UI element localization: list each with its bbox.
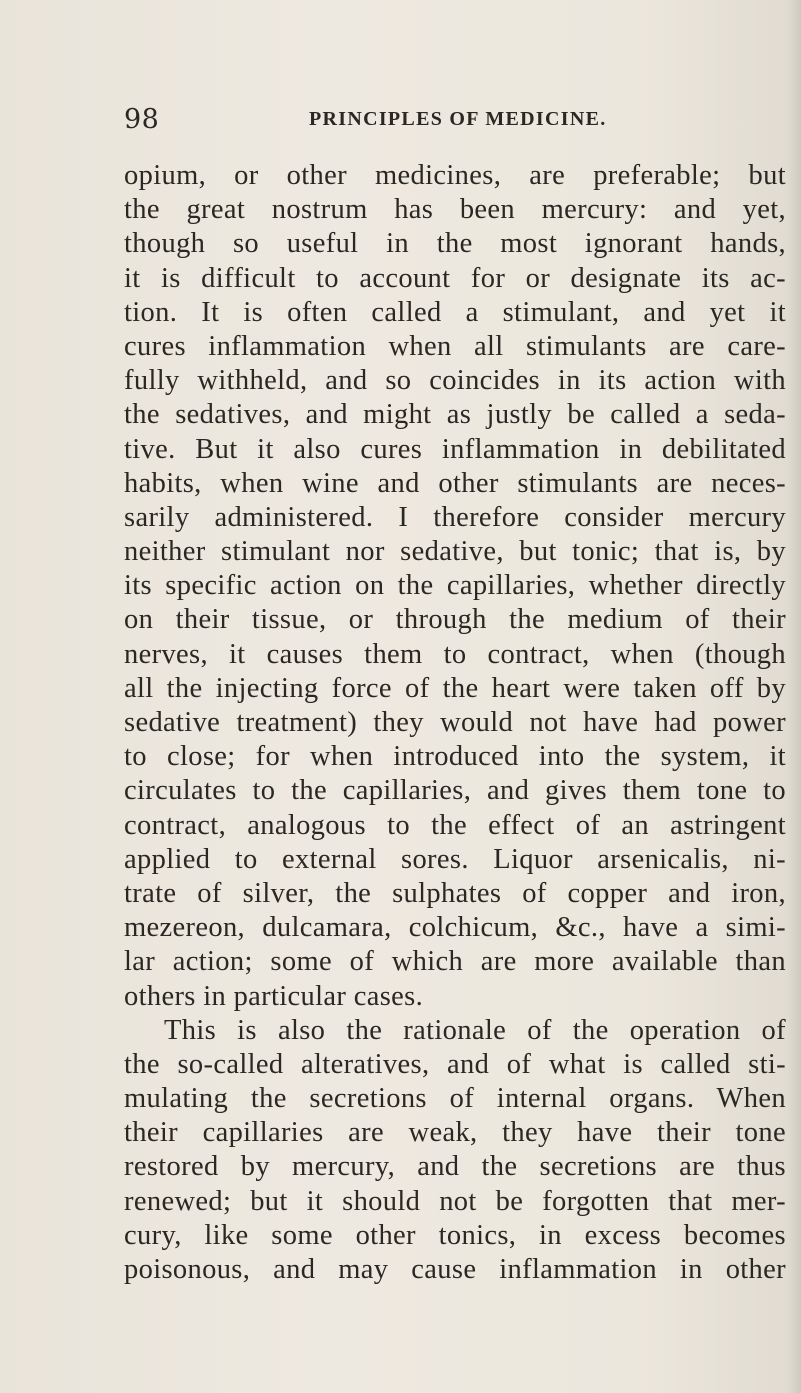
page-number: 98 [124,104,160,135]
text-line: fully withheld, and so coincides in its action with [124,365,786,397]
text-line: on their tissue, or through the medium of their [124,604,786,636]
text-line: though so useful in the most ignorant hands, [124,228,786,260]
page-edge-shadow [787,0,801,1393]
running-head [124,104,784,144]
text-line: the so-called alteratives, and of what is called sti- [124,1048,786,1080]
text-line: lar action; some of which are more available than [124,946,786,978]
text-line: cury, like some other tonics, in excess becomes [124,1219,786,1251]
text-line: renewed; but it should not be forgotten that mer- [124,1185,786,1217]
text-line: circulates to the capillaries, and gives them tone to [124,775,786,807]
running-title: PRINCIPLES OF MEDICINE. [309,108,607,130]
text-line: their capillaries are weak, they have their tone [124,1117,786,1149]
text-line: tion. It is often called a stimulant, and yet it [124,296,786,328]
text-line: opium, or other medicines, are preferable; but [124,160,786,191]
text-line: to close; for when introduced into the system, it [124,741,786,773]
text-line: habits, when wine and other stimulants are neces- [124,467,786,499]
text-line: contract, analogous to the effect of an astringent [124,809,786,841]
text-line: all the injecting force of the heart were taken off by [124,672,786,704]
text-line: sedative treatment) they would not have had power [124,707,786,738]
text-line: it is difficult to account for or designate its ac- [124,262,786,294]
text-line: sarily administered. I therefore consider mercury [124,501,786,533]
text-line: trate of silver, the sulphates of copper and iron, [124,877,786,909]
text-line: the sedatives, and might as justly be called a seda- [124,399,786,431]
text-line: tive. But it also cures inflammation in debilitated [124,433,786,465]
body-text [124,159,786,1287]
text-line: applied to external sores. Liquor arsenicalis, ni- [124,843,786,875]
text-line: its specific action on the capillaries, whether directly [124,570,786,602]
text-line: restored by mercury, and the secretions are thus [124,1151,786,1183]
text-line-paragraph-end: others in particular cases. [124,980,424,1012]
text-line: nerves, it causes them to contract, when (though [124,638,786,670]
text-line-paragraph-start: This is also the rationale of the operation of [164,1014,786,1046]
text-line: poisonous, and may cause inflammation in other [124,1254,786,1285]
text-line: cures inflammation when all stimulants are care- [124,330,786,362]
text-line: mezereon, dulcamara, colchicum, &c., have a simi- [124,912,786,944]
text-line: the great nostrum has been mercury: and yet, [124,194,786,226]
text-line: mulating the secretions of internal organs. When [124,1083,786,1115]
text-line: neither stimulant nor sedative, but tonic; that is, by [124,536,786,568]
